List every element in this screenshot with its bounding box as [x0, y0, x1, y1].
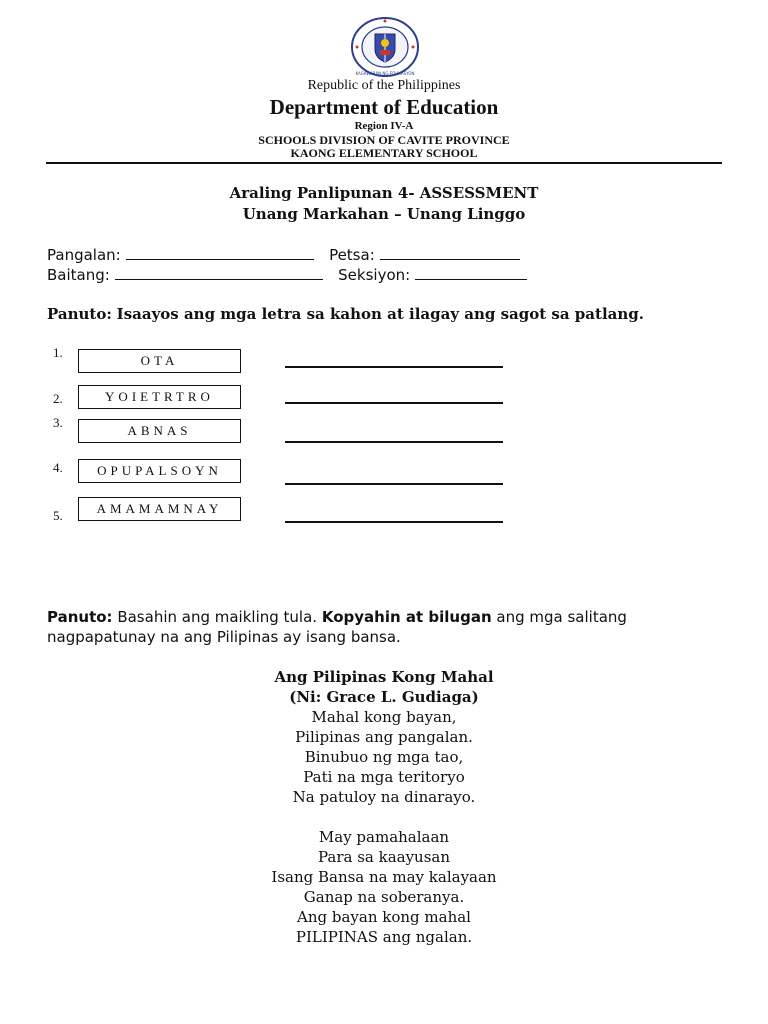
instruction-1-text: Isaayos ang mga letra sa kahon at ilagay ang sagot sa patlang.: [116, 305, 644, 323]
poem-line: Na patuloy na dinarayo.: [292, 788, 476, 806]
date-field[interactable]: [380, 247, 520, 260]
scrambled-word-box: AMAMAMNAY: [78, 497, 241, 521]
poem-line: Pati na mga teritoryo: [303, 768, 465, 786]
name-date-row: [47, 246, 520, 264]
scrambled-word-box: OTA: [78, 349, 241, 373]
instruction-1-label: Panuto:: [47, 305, 112, 323]
poem-line: May pamahalaan: [318, 828, 450, 846]
item-number: 3.: [53, 415, 63, 430]
poem-author: (Ni: Grace L. Gudiaga): [289, 688, 479, 706]
poem-line: Isang Bansa na may kalayaan: [271, 868, 497, 886]
date-label: Petsa:: [329, 246, 375, 264]
poem-line: Ganap na soberanya.: [303, 888, 465, 906]
answer-line[interactable]: [285, 521, 503, 523]
answer-line[interactable]: [285, 483, 503, 485]
poem-line: Pilipinas ang pangalan.: [295, 728, 473, 746]
scrambled-word-box: OPUPALSOYN: [78, 459, 241, 483]
section-label: Seksiyon:: [338, 266, 411, 284]
poem-line: Ang bayan kong mahal: [297, 908, 471, 926]
instruction-1: [47, 305, 644, 323]
grade-field[interactable]: [115, 267, 323, 280]
header-divider: [46, 162, 722, 164]
item-number: 4.: [53, 460, 63, 475]
poem-title: Ang Pilipinas Kong Mahal: [274, 668, 494, 686]
division-line: SCHOOLS DIVISION OF CAVITE PROVINCE: [258, 133, 510, 147]
instruction-2: [47, 607, 737, 647]
grade-label: Baitang:: [47, 266, 110, 284]
answer-line[interactable]: [285, 402, 503, 404]
name-field[interactable]: [126, 247, 314, 260]
instruction-2-label: Panuto:: [47, 608, 113, 626]
item-number: 1.: [53, 345, 63, 360]
item-number: 2.: [53, 391, 63, 406]
republic-line: Republic of the Philippines: [307, 78, 461, 93]
deped-seal-logo: [349, 16, 421, 78]
instruction-2-bold: Kopyahin at bilugan: [321, 608, 492, 626]
name-label: Pangalan:: [47, 246, 121, 264]
svg-text:KAGAWARAN NG EDUKASYON: KAGAWARAN NG EDUKASYON: [355, 71, 415, 76]
region-line: Region IV-A: [354, 120, 414, 132]
department-title: Department of Education: [269, 95, 499, 119]
instruction-2-text-b: ang mga salitang nagpapatunay na ang Pilipinas ay isang bansa.: [47, 608, 627, 646]
poem-line: PILIPINAS ang ngalan.: [295, 928, 473, 946]
poem-line: Binubuo ng mga tao,: [304, 748, 464, 766]
poem-stanza-2: [0, 827, 768, 947]
answer-line[interactable]: [285, 441, 503, 443]
poem: [0, 667, 768, 947]
answer-line[interactable]: [285, 366, 503, 368]
scrambled-word-box: YOIETRTRO: [78, 385, 241, 409]
grade-section-row: [47, 266, 527, 284]
school-line: KAONG ELEMENTARY SCHOOL: [290, 146, 478, 160]
item-number: 5.: [53, 508, 63, 523]
assessment-subtitle: Unang Markahan – Unang Linggo: [242, 205, 526, 223]
instruction-2-text-a: Basahin ang maikling tula.: [117, 608, 318, 626]
assessment-title: Araling Panlipunan 4- ASSESSMENT: [229, 184, 539, 202]
poem-stanza-1: [0, 707, 768, 807]
scrambled-word-box: ABNAS: [78, 419, 241, 443]
section-field[interactable]: [415, 267, 527, 280]
poem-line: Para sa kaayusan: [317, 848, 451, 866]
poem-line: Mahal kong bayan,: [311, 708, 457, 726]
